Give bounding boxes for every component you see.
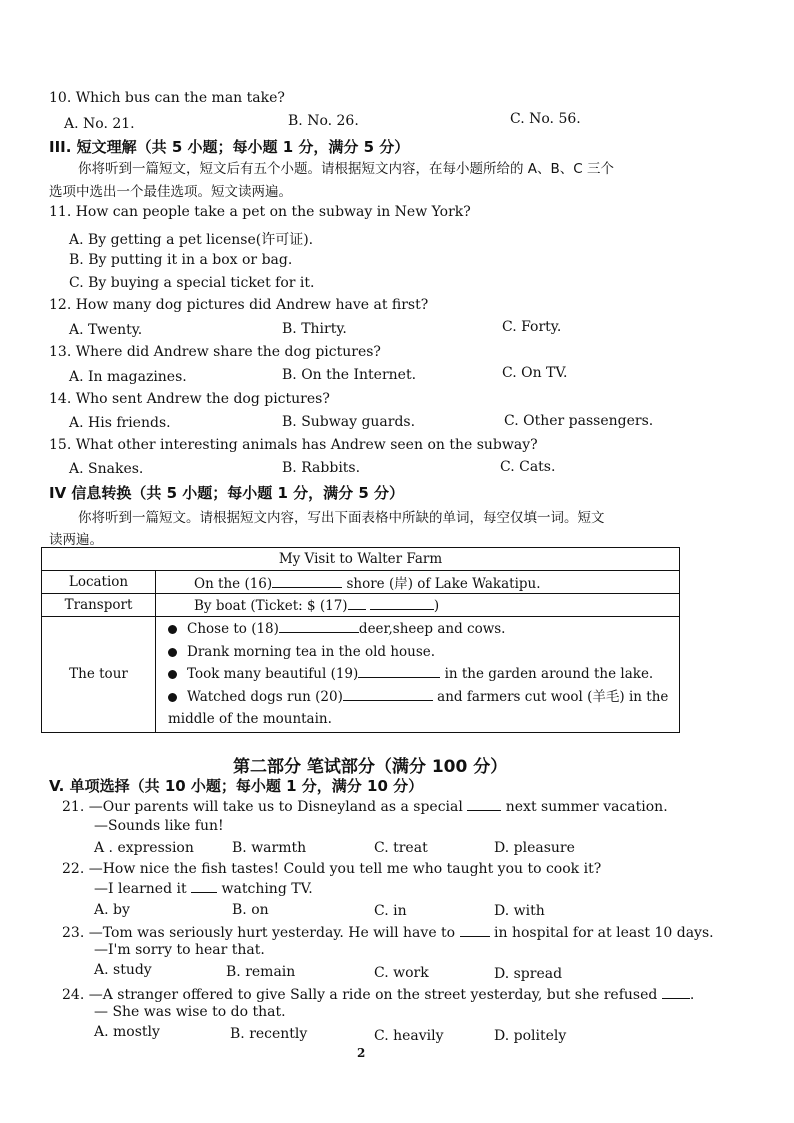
location-label: Location [42, 571, 156, 594]
q14-option-a: A. His friends. [69, 415, 171, 431]
transport-label: Transport [42, 594, 156, 617]
q22-option-d: D. with [494, 903, 545, 919]
q24-stem-pre: 24. —A stranger offered to give Sally a ride on the street yesterday, but she refused [62, 987, 658, 1003]
transport-text-pre: By boat (Ticket: $ (17) [194, 597, 348, 614]
q24-option-d: D. politely [494, 1028, 567, 1044]
q24-stem-post: . [689, 987, 695, 1003]
q15-option-a: A. Snakes. [69, 461, 144, 477]
q12-option-a: A. Twenty. [69, 322, 143, 338]
q21-option-c: C. treat [374, 840, 428, 856]
q21-option-d: D. pleasure [494, 840, 575, 856]
question-10: 10. Which bus can the man take? [49, 90, 285, 106]
blank-17 [370, 597, 434, 610]
q22-option-c: C. in [374, 903, 407, 919]
bullet-icon [168, 625, 177, 634]
bullet-icon [168, 648, 177, 657]
q10-option-a: A. No. 21. [64, 116, 135, 132]
blank-16 [272, 575, 342, 588]
section-3-instruction-line-2: 选项中选出一个最佳选项。短文读两遍。 [49, 184, 292, 200]
q10-option-b: B. No. 26. [288, 113, 359, 129]
q15-option-c: C. Cats. [500, 459, 556, 475]
question-23-line-1 [62, 924, 714, 941]
bullet-icon [168, 670, 177, 679]
q23-option-c: C. work [374, 965, 429, 981]
tour-item-3-pre: Took many beautiful (19) [187, 666, 359, 682]
q24-option-b: B. recently [230, 1026, 308, 1042]
table-title: My Visit to Walter Farm [42, 548, 680, 571]
tour-item-2 [168, 641, 679, 664]
q23-stem-post: in hospital for at least 10 days. [494, 925, 714, 941]
tour-item-4-cont: middle of the mountain. [168, 711, 332, 727]
question-22-line-2 [94, 880, 313, 897]
question-21-line-1 [62, 798, 668, 815]
tour-item-4-continued [168, 708, 679, 731]
section-5-heading: V. 单项选择（共 10 小题；每小题 1 分，满分 10 分） [49, 777, 424, 795]
question-12: 12. How many dog pictures did Andrew have at first? [49, 297, 429, 313]
transport-cell [156, 594, 680, 617]
q22-blank [191, 880, 217, 893]
section-4-instruction-line-1: 你将听到一篇短文。请根据短文内容，写出下面表格中所缺的单词，每空仅填一词。短文 [78, 510, 605, 526]
section-3-instruction-line-1: 你将听到一篇短文，短文后有五个小题。请根据短文内容，在每小题所给的 A、B、C 三个 [78, 161, 615, 177]
location-cell [156, 571, 680, 594]
q21-option-b: B. warmth [232, 840, 307, 856]
location-text-post: shore (岸) of Lake Wakatipu. [346, 576, 541, 592]
blank-17-gap [348, 597, 366, 610]
q15-option-b: B. Rabbits. [282, 460, 361, 476]
tour-item-3 [168, 663, 679, 686]
q24-option-a: A. mostly [94, 1024, 160, 1040]
transport-text-post: ) [433, 597, 440, 614]
question-22-line-1: 22. —How nice the fish tastes! Could you tell me who taught you to cook it? [62, 861, 602, 877]
tour-item-4 [168, 686, 679, 709]
tour-item-2-text: Drank morning tea in the old house. [187, 643, 436, 660]
question-21-line-2: —Sounds like fun! [94, 818, 224, 834]
q14-option-c: C. Other passengers. [504, 413, 654, 429]
q12-option-b: B. Thirty. [282, 321, 347, 337]
q23-stem-pre: 23. —Tom was seriously hurt yesterday. He will have to [62, 925, 456, 941]
q22-option-a: A. by [94, 902, 130, 918]
tour-item-1-post: deer,sheep and cows. [358, 621, 506, 637]
question-24-line-1 [62, 986, 694, 1003]
location-text-pre: On the (16) [194, 576, 273, 592]
q23-option-b: B. remain [226, 964, 296, 980]
q10-option-c: C. No. 56. [510, 111, 581, 127]
q11-option-a: A. By getting a pet license(许可证). [69, 232, 314, 248]
q13-option-c: C. On TV. [502, 365, 568, 381]
q24-option-c: C. heavily [374, 1028, 444, 1044]
q13-option-a: A. In magazines. [69, 369, 187, 385]
tour-label: The tour [42, 617, 156, 733]
q13-option-b: B. On the Internet. [282, 367, 417, 383]
section-3-heading: III. 短文理解（共 5 小题；每小题 1 分，满分 5 分） [49, 138, 410, 156]
q23-blank [460, 924, 490, 937]
q22-option-b: B. on [232, 902, 269, 918]
tour-item-4-pre: Watched dogs run (20) [187, 688, 343, 705]
question-13: 13. Where did Andrew share the dog pictures? [49, 344, 381, 360]
q11-option-b: B. By putting it in a box or bag. [69, 252, 293, 268]
q21-option-a: A . expression [94, 840, 194, 856]
tour-item-1 [168, 618, 679, 641]
q23-option-a: A. study [94, 962, 152, 978]
question-23-line-2: —I'm sorry to hear that. [94, 942, 265, 958]
blank-20 [343, 688, 433, 701]
q21-stem-pre: 21. —Our parents will take us to Disneyland as a special [62, 799, 463, 815]
tour-cell [156, 617, 680, 733]
blank-19 [358, 665, 440, 678]
q21-blank [467, 798, 501, 811]
section-4-heading: IV 信息转换（共 5 小题；每小题 1 分，满分 5 分） [49, 484, 405, 502]
farm-visit-table [41, 547, 680, 733]
q23-option-d: D. spread [494, 966, 563, 982]
tour-item-3-post: in the garden around the lake. [444, 666, 654, 682]
tour-item-4-post: and farmers cut wool (羊毛) in the [437, 688, 669, 705]
q22-stem-pre: —I learned it [94, 881, 187, 897]
blank-18 [279, 620, 359, 633]
q12-option-c: C. Forty. [502, 319, 562, 335]
q22-stem-post: watching TV. [221, 881, 313, 897]
tour-item-1-pre: Chose to (18) [187, 621, 279, 637]
question-24-line-2: — She was wise to do that. [94, 1004, 286, 1020]
q21-stem-post: next summer vacation. [505, 799, 668, 815]
section-4-instruction-line-2: 读两遍。 [49, 532, 103, 548]
part-2-heading: 第二部分 笔试部分（满分 100 分） [233, 757, 508, 777]
page-number: 2 [357, 1046, 366, 1060]
q11-option-c: C. By buying a special ticket for it. [69, 275, 315, 291]
q14-option-b: B. Subway guards. [282, 414, 416, 430]
q24-blank [662, 986, 690, 999]
question-11: 11. How can people take a pet on the subway in New York? [49, 204, 471, 220]
bullet-icon [168, 693, 177, 702]
question-14: 14. Who sent Andrew the dog pictures? [49, 391, 330, 407]
question-15: 15. What other interesting animals has Andrew seen on the subway? [49, 437, 538, 453]
